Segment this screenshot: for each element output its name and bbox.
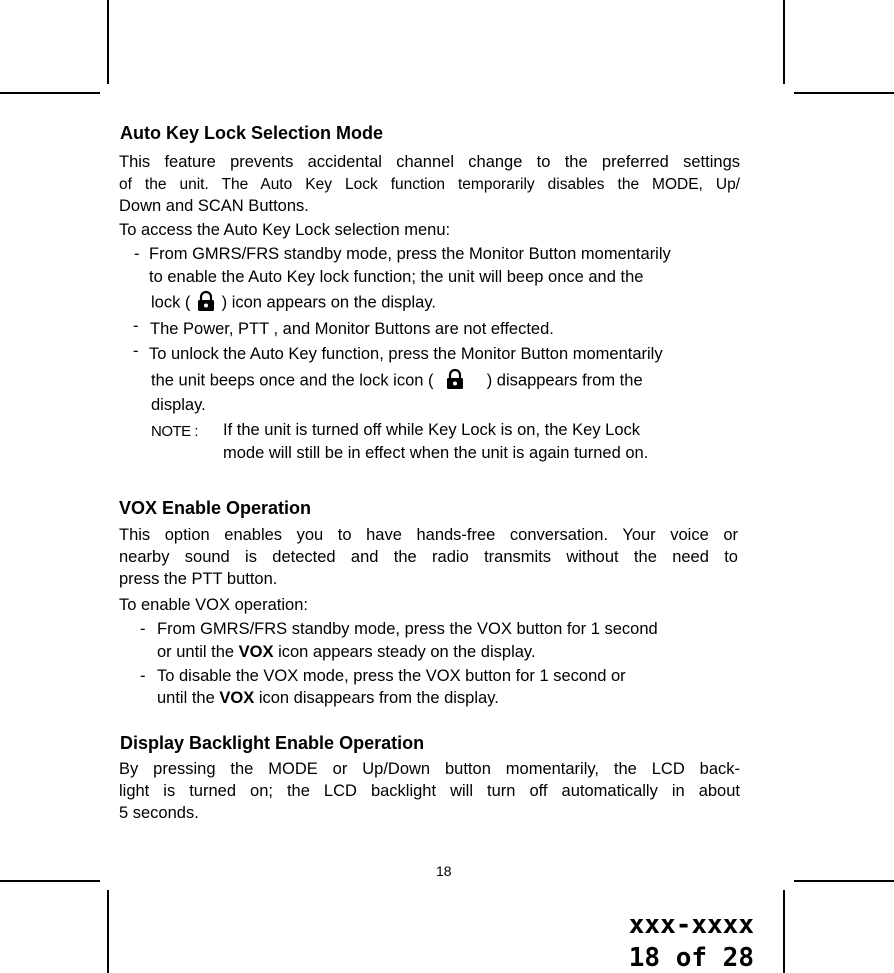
note-text: mode will still be in effect when the unit is again turned on. (223, 444, 649, 462)
crop-mark-bottom-left-horizontal (0, 880, 100, 882)
paragraph-line: Down and SCAN Buttons. (119, 197, 309, 215)
bullet-text-with-bold (157, 688, 499, 708)
crop-mark-top-left-vertical (107, 0, 109, 84)
bullet-text: or until the (157, 643, 239, 661)
bullet-dash: - (140, 620, 146, 638)
bullet-text: display. (151, 396, 206, 414)
bullet-text: lock ( (151, 293, 191, 312)
paragraph-line: 5 seconds. (119, 804, 199, 822)
note-text: If the unit is turned off while Key Lock is on, the Key Lock (223, 421, 641, 439)
page-number: 18 (436, 863, 452, 879)
crop-mark-top-left-horizontal (0, 92, 100, 94)
crop-mark-bottom-right-vertical (783, 890, 785, 973)
paragraph-line: press the PTT button. (119, 570, 278, 588)
bullet-dash: - (133, 317, 139, 335)
lock-icon (444, 368, 466, 390)
section-heading-vox: VOX Enable Operation (119, 498, 312, 518)
vox-label: VOX (219, 689, 255, 707)
vox-label: VOX (238, 643, 274, 661)
bullet-text: ) disappears from the (486, 371, 643, 390)
crop-mark-top-right-horizontal (794, 92, 894, 94)
bullet-dash: - (134, 245, 140, 263)
bullet-text: From GMRS/FRS standby mode, press the VOX button for 1 second (157, 620, 658, 638)
bullet-text: the unit beeps once and the lock icon ( (151, 371, 434, 390)
bullet-text: To disable the VOX mode, press the VOX button for 1 second or (157, 667, 626, 685)
paragraph-line: By pressing the MODE or Up/Down button momentarily, the LCD back- (119, 760, 740, 778)
footer-page-of: 18 of 28 (628, 943, 754, 973)
bullet-text-with-icon (151, 292, 436, 314)
paragraph-line: To access the Auto Key Lock selection menu: (119, 221, 451, 239)
bullet-text: ) icon appears on the display. (221, 293, 436, 312)
footer-document-code: xxx-xxxx (628, 910, 754, 940)
bullet-text: until the (157, 689, 220, 707)
bullet-text: From GMRS/FRS standby mode, press the Monitor Button momentarily (149, 245, 671, 263)
bullet-text-with-icon (151, 370, 643, 392)
bullet-text-with-bold (157, 642, 536, 662)
note-label: NOTE : (151, 423, 199, 440)
bullet-text: to enable the Auto Key lock function; the unit will beep once and the (149, 268, 644, 286)
bullet-text: icon appears steady on the display. (273, 643, 536, 661)
lock-icon (195, 290, 217, 312)
crop-mark-bottom-right-horizontal (794, 880, 894, 882)
bullet-text: To unlock the Auto Key function, press the Monitor Button momentarily (149, 345, 663, 363)
bullet-dash: - (140, 667, 146, 685)
paragraph-line: This feature prevents accidental channel change to the preferred settings (119, 153, 740, 171)
paragraph-line: This option enables you to have hands-free conversation. Your voice or (119, 526, 738, 544)
bullet-text: The Power, PTT , and Monitor Buttons are not effected. (150, 320, 554, 338)
bullet-dash: - (133, 342, 139, 360)
crop-mark-bottom-left-vertical (107, 890, 109, 973)
section-heading-backlight: Display Backlight Enable Operation (120, 733, 425, 753)
paragraph-line: of the unit. The Auto Key Lock function temporarily disables the MODE, Up/ (119, 176, 740, 193)
section-heading-auto-key-lock: Auto Key Lock Selection Mode (120, 123, 384, 143)
crop-mark-top-right-vertical (783, 0, 785, 84)
paragraph-line: light is turned on; the LCD backlight will turn off automatically in about (119, 782, 740, 800)
paragraph-line: nearby sound is detected and the radio transmits without the need to (119, 548, 738, 566)
paragraph-line: To enable VOX operation: (119, 596, 308, 614)
bullet-text: icon disappears from the display. (254, 689, 499, 707)
